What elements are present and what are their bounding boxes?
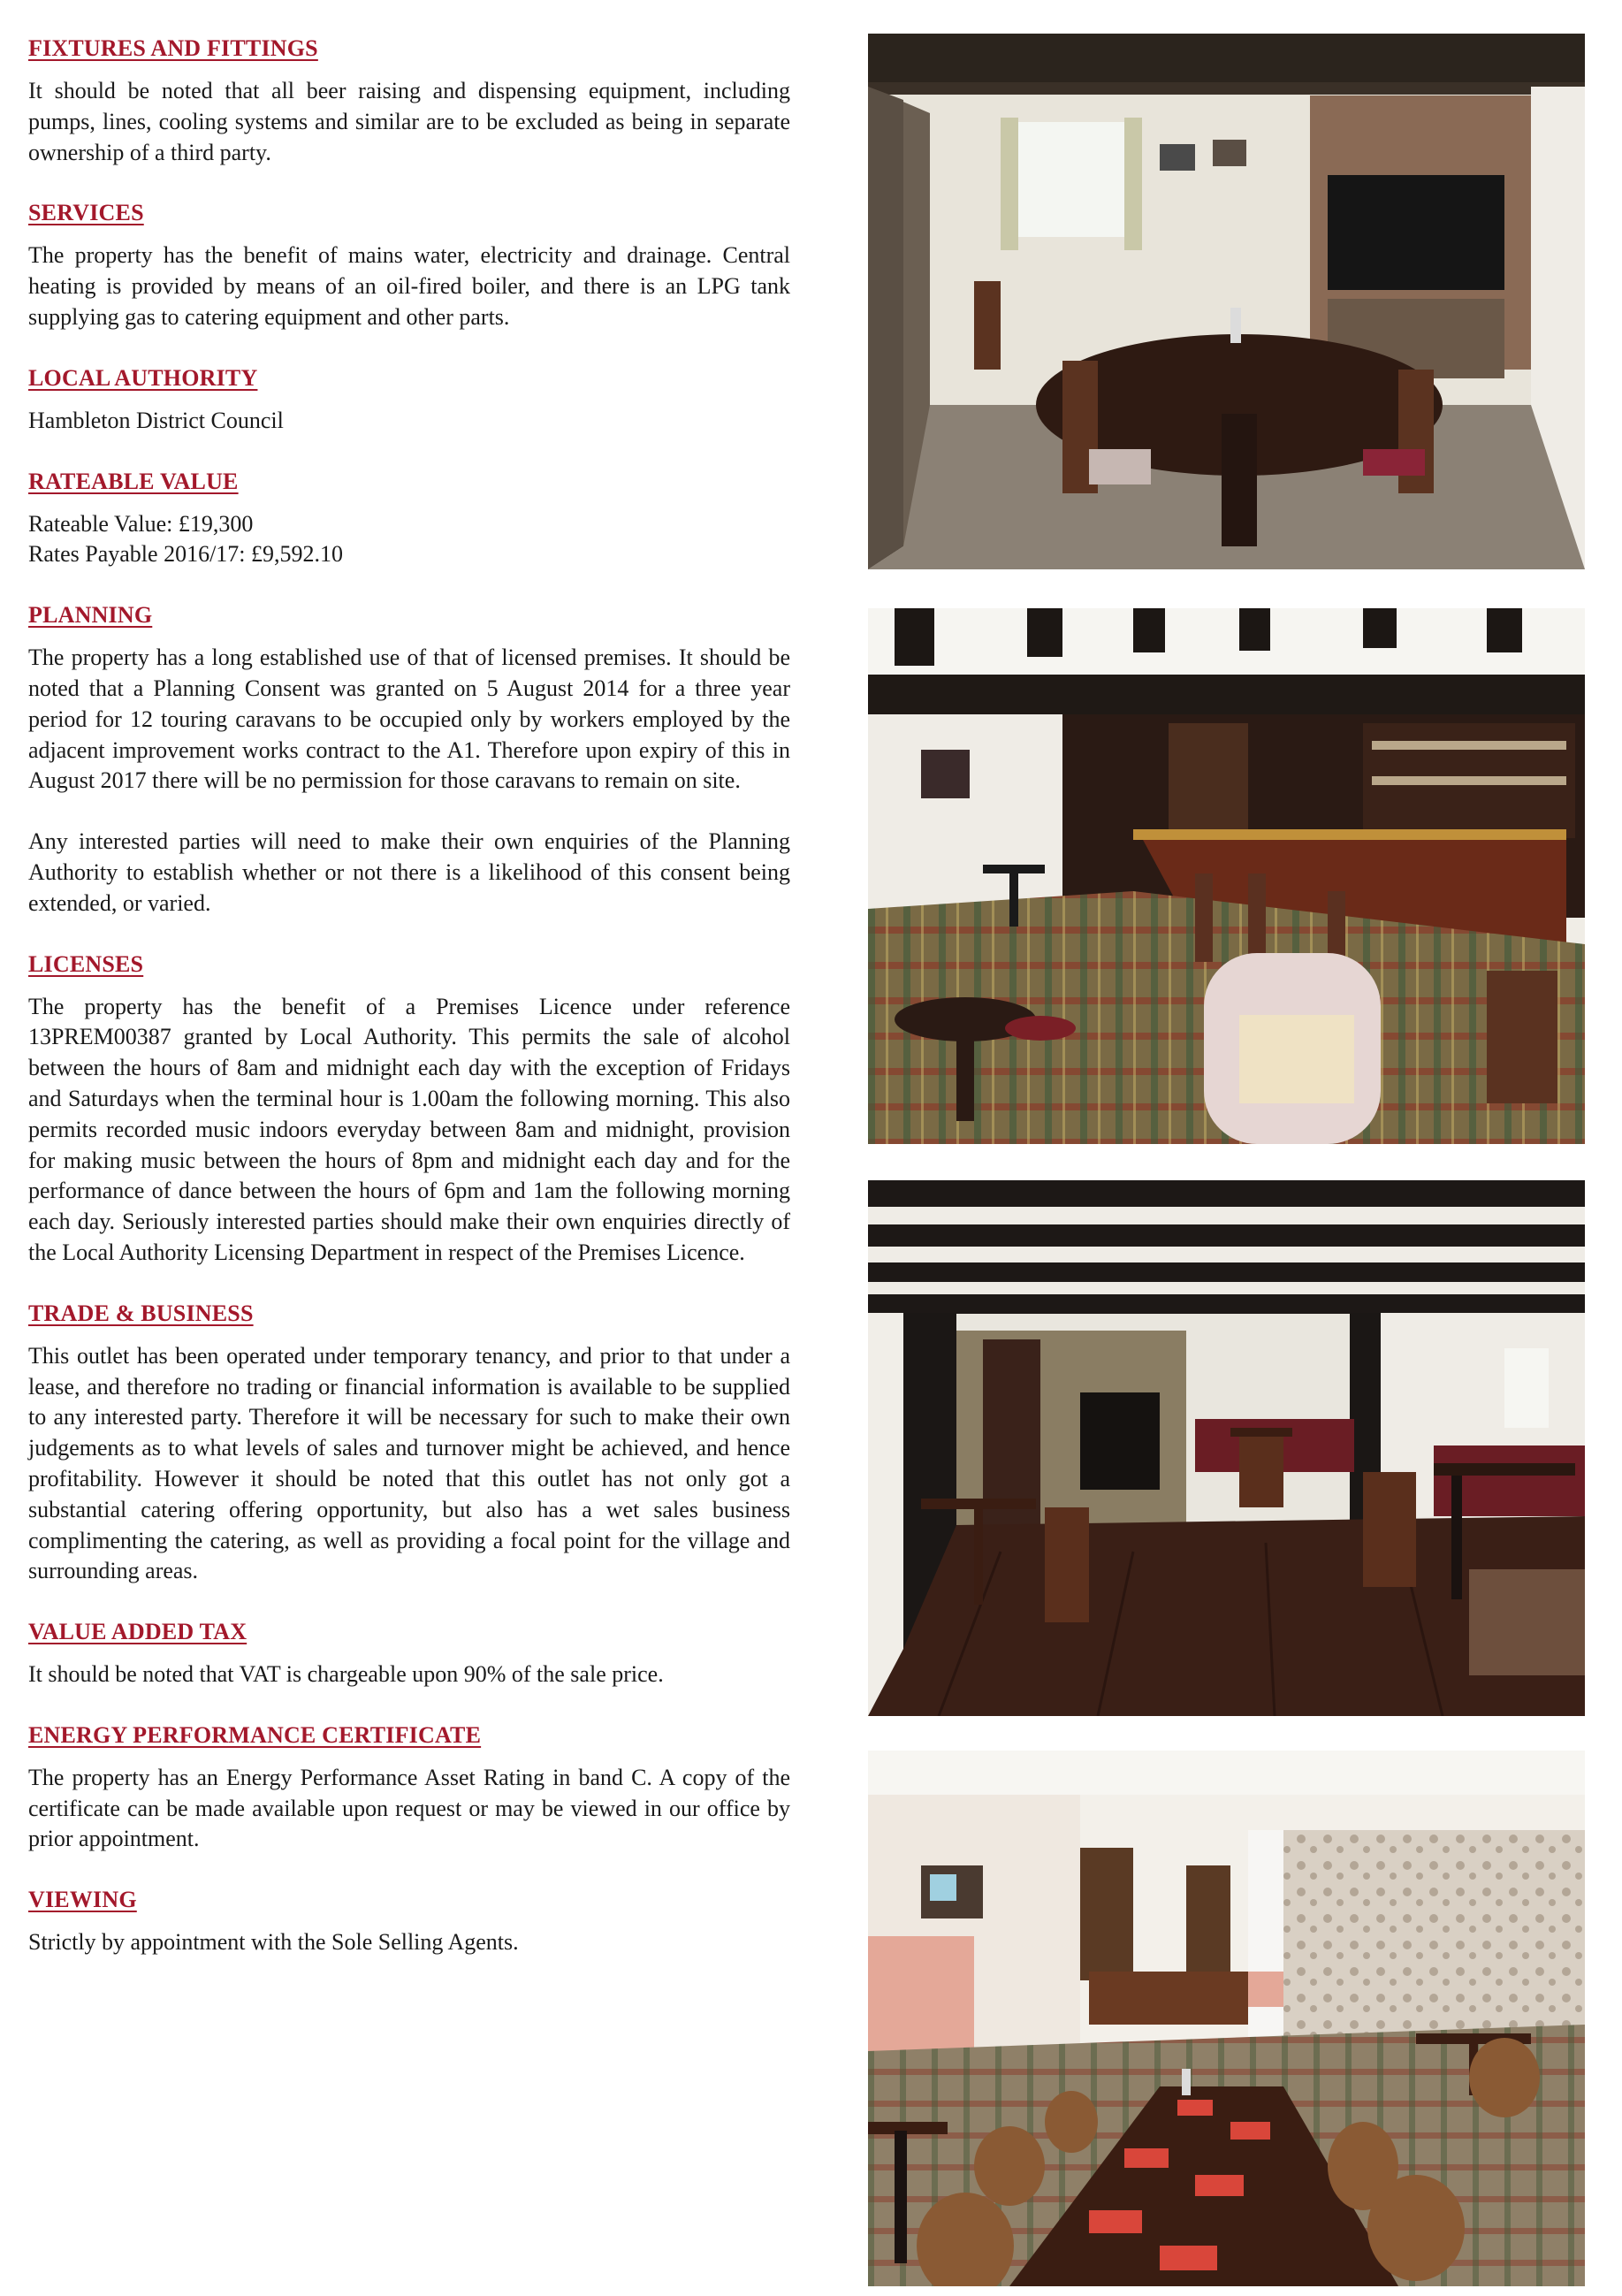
section-heading: ENERGY PERFORMANCE CERTIFICATE <box>28 1721 482 1748</box>
section-heading: VALUE ADDED TAX <box>28 1619 247 1645</box>
photo-dining-room <box>868 1751 1585 2286</box>
section-services <box>28 198 790 332</box>
photo-snug-fireplace <box>868 34 1585 569</box>
section-paragraph: This outlet has been operated under temporary tenancy, and prior to that under a lease, and therefore no trading or financial information is available to be supplied to any interested party. Therefore it will be necessary for such to make their own judgements as to what levels of sales and turnover might be achieved, and hence profitability. However it should be noted that this outlet has not only got a substantial catering offering opportunity, but also has a wet sales business complimenting the catering, as well as providing a focal point for the village and surrounding areas. <box>28 1342 790 1584</box>
section-fixtures-and-fittings <box>28 34 790 168</box>
section-energy-performance-certificate <box>28 1720 790 1855</box>
section-paragraph: The property has a long established use of that of licensed premises. It should be noted that a Planning Consent was granted on 5 August 2014 for a three year period for 12 touring caravans to be occupied only by workers employed by the adjacent improvement works contract to the A1. Therefore upon expiry of this in August 2017 there will be no permission for those caravans to remain on site. <box>28 645 790 794</box>
section-heading: LOCAL AUTHORITY <box>28 364 258 391</box>
text-column <box>28 34 790 1958</box>
section-paragraph: It should be noted that all beer raising and dispensing equipment, including pumps, lines, cooling systems and similar are to be excluded as being in separate ownership of a third party. <box>28 78 790 165</box>
section-heading: RATEABLE VALUE <box>28 468 239 494</box>
section-paragraph: It should be noted that VAT is chargeable upon 90% of the sale price. <box>28 1661 664 1688</box>
section-paragraph: The property has an Energy Performance Asset Rating in band C. A copy of the certificate can be made available upon request or may be viewed in our office by prior appointment. <box>28 1764 790 1852</box>
section-licenses <box>28 950 790 1269</box>
section-viewing <box>28 1885 790 1958</box>
section-paragraph: The property has the benefit of mains water, electricity and drainage. Central heating is provided by means of an oil-fired boiler, and there is an LPG tank supplying gas to catering equipment and other parts. <box>28 242 790 330</box>
section-value-added-tax <box>28 1617 790 1690</box>
section-heading: SERVICES <box>28 200 144 226</box>
section-heading: LICENSES <box>28 950 144 977</box>
photo-lounge-fireplace <box>868 1180 1585 1716</box>
section-rateable-value <box>28 467 790 571</box>
section-heading: PLANNING <box>28 602 153 629</box>
section-heading: VIEWING <box>28 1887 137 1913</box>
section-heading: FIXTURES AND FITTINGS <box>28 35 318 61</box>
section-local-authority <box>28 363 790 437</box>
section-heading: TRADE & BUSINESS <box>28 1300 254 1326</box>
rates-payable-line: Rates Payable 2016/17: £9,592.10 <box>28 541 344 568</box>
rateable-value-line: Rateable Value: £19,300 <box>28 510 254 537</box>
section-paragraph: The property has the benefit of a Premises Licence under reference 13PREM00387 granted by Local Authority. This permits the sale of alcohol between the hours of 8am and midnight each day with the exception of Fridays and Saturdays when the terminal hour is 1.00am the following morning. This also permits recorded music indoors everyday between 8am and midnight, provision for making music between the hours of 8pm and midnight each day and for the performance of dance between the hours of 6pm and 1am the following morning each day. Seriously interested parties should make their own enquiries directly of the Local Authority Licensing Department in respect of the Premises Licence. <box>28 993 790 1265</box>
section-paragraph: Strictly by appointment with the Sole Selling Agents. <box>28 1929 519 1956</box>
rateable-value-lines <box>28 509 790 571</box>
section-paragraph: Any interested parties will need to make their own enquiries of the Planning Authority to establish whether or not there is a likelihood of this consent being extended, or varied. <box>28 828 790 916</box>
section-planning <box>28 600 790 919</box>
section-trade-and-business <box>28 1299 790 1587</box>
photo-bar-room <box>868 608 1585 1144</box>
section-paragraph: Hambleton District Council <box>28 407 284 433</box>
